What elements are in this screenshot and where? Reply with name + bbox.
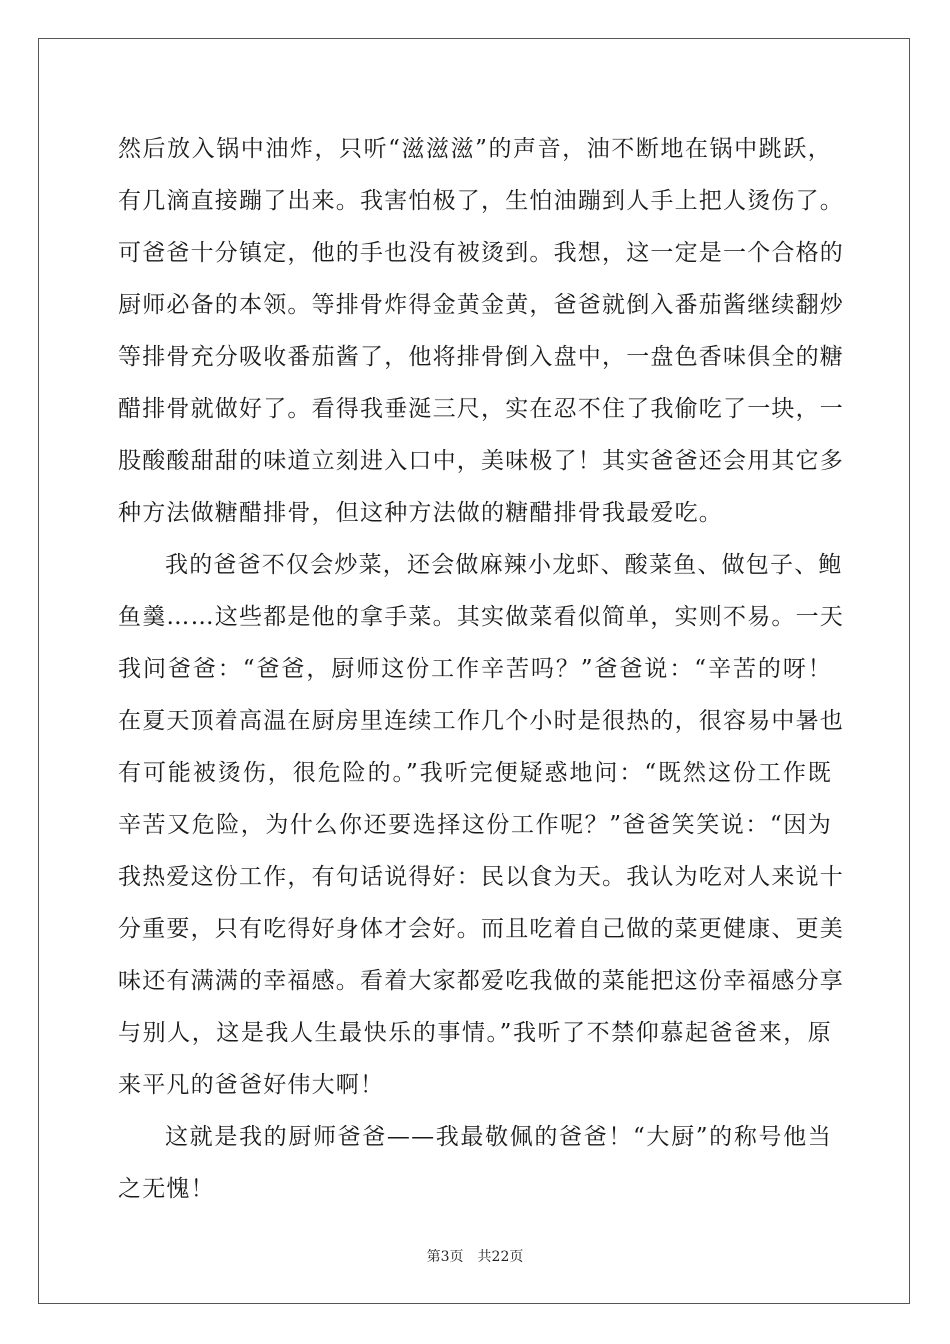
text-line: 厨师必备的本领。等排骨炸得金黄金黄，爸爸就倒入番茄酱继续翻炒: [118, 292, 844, 318]
text-line: 种方法做糖醋排骨，但这种方法做的糖醋排骨我最爱吃。: [118, 500, 723, 526]
text-line: 我的爸爸不仅会炒菜，还会做麻辣小龙虾、酸菜鱼、做包子、鲍: [165, 552, 843, 578]
text-line: 味还有满满的幸福感。看着大家都爱吃我做的菜能把这份幸福感分享: [118, 968, 844, 994]
text-line: 股酸酸甜甜的味道立刻进入口中，美味极了！其实爸爸还会用其它多: [118, 448, 844, 474]
text-line: 有几滴直接蹦了出来。我害怕极了，生怕油蹦到人手上把人烫伤了。: [118, 188, 844, 214]
text-line: 我热爱这份工作，有句话说得好：民以食为天。我认为吃对人来说十: [118, 864, 844, 890]
page-total: 共22页: [477, 1249, 524, 1265]
text-line: 我问爸爸：“爸爸，厨师这份工作辛苦吗？”爸爸说：“辛苦的呀！: [118, 656, 832, 682]
text-line: 有可能被烫伤，很危险的。”我听完便疑惑地问：“既然这份工作既: [118, 760, 832, 786]
text-line: 醋排骨就做好了。看得我垂涎三尺，实在忍不住了我偷吃了一块，一: [118, 396, 844, 422]
text-line: 分重要，只有吃得好身体才会好。而且吃着自己做的菜更健康、更美: [118, 916, 844, 942]
text-line: 可爸爸十分镇定，他的手也没有被烫到。我想，这一定是一个合格的: [118, 240, 844, 266]
text-line: 这就是我的厨师爸爸——我最敬佩的爸爸！“大厨”的称号他当: [165, 1124, 832, 1150]
text-line: 来平凡的爸爸好伟大啊！: [118, 1072, 385, 1098]
text-line: 鱼羹……这些都是他的拿手菜。其实做菜看似简单，实则不易。一天: [118, 604, 844, 630]
text-line: 等排骨充分吸收番茄酱了，他将排骨倒入盘中，一盘色香味俱全的糖: [118, 344, 844, 370]
page-number: 第3页: [426, 1249, 464, 1265]
text-line: 然后放入锅中油炸，只听“滋滋滋”的声音，油不断地在锅中跳跃，: [118, 136, 832, 162]
text-line: 辛苦又危险，为什么你还要选择这份工作呢？”爸爸笑笑说：“因为: [118, 812, 832, 838]
text-line: 与别人，这是我人生最快乐的事情。”我听了不禁仰慕起爸爸来，原: [118, 1020, 832, 1046]
text-line: 之无愧！: [118, 1176, 215, 1202]
text-line: 在夏天顶着高温在厨房里连续工作几个小时是很热的，很容易中暑也: [118, 708, 844, 734]
page-footer: [0, 1248, 950, 1266]
